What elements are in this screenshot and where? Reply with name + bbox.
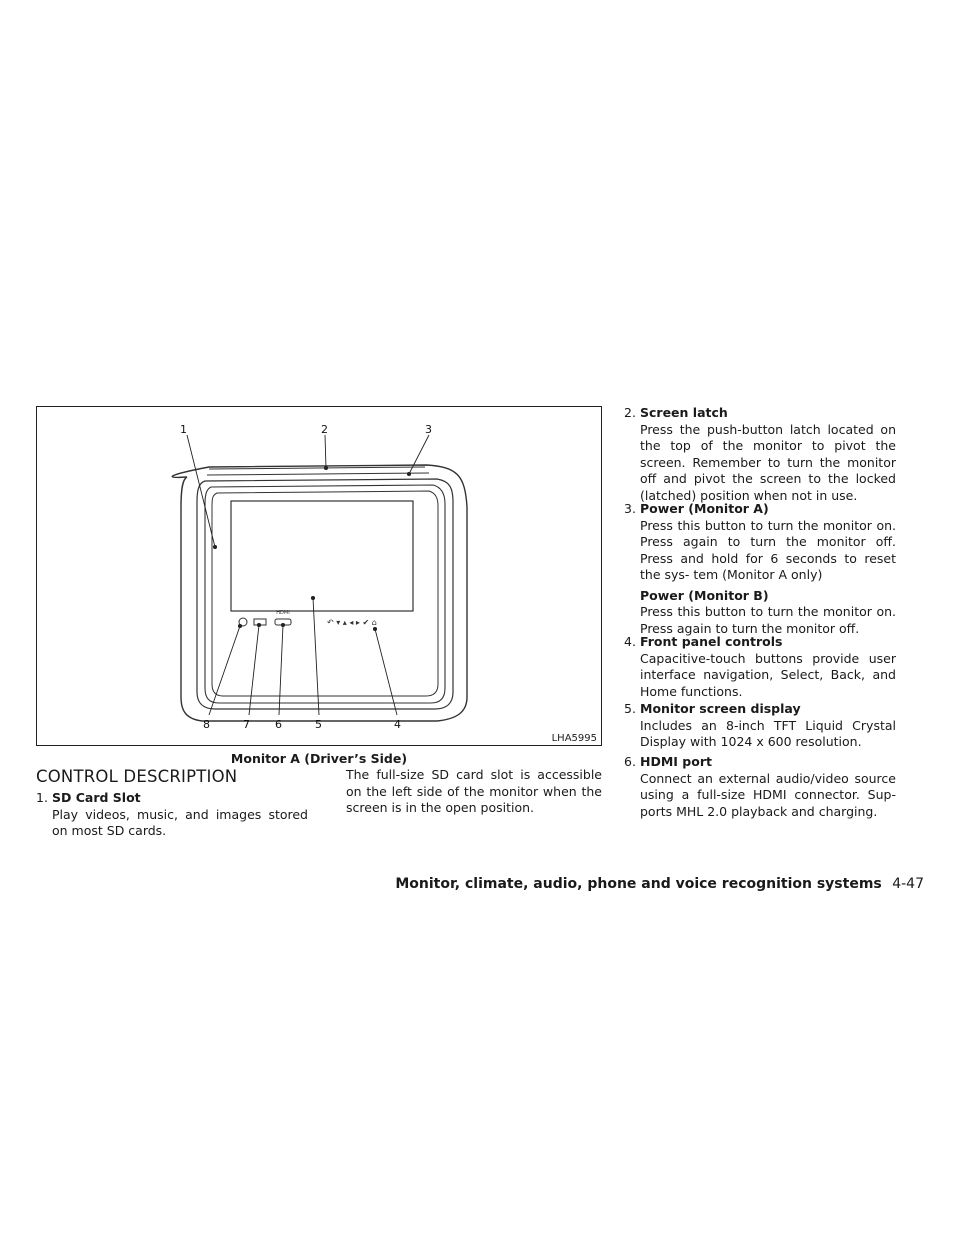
item-number: 4. bbox=[624, 634, 636, 649]
callout-5: 5 bbox=[315, 718, 322, 731]
item-title: Monitor screen display bbox=[640, 701, 801, 716]
list-item-3 bbox=[624, 501, 896, 637]
list-item-4 bbox=[624, 634, 896, 700]
item-title: Power (Monitor A) bbox=[640, 501, 769, 516]
figure-code: LHA5995 bbox=[551, 733, 597, 744]
list-item-2 bbox=[624, 405, 896, 504]
callout-6: 6 bbox=[275, 718, 282, 731]
item-body: Includes an 8-inch TFT Liquid Crystal Display with 1024 x 600 resolution. bbox=[640, 717, 896, 749]
list-item-1 bbox=[36, 790, 308, 840]
sd-card-note: The full-size SD card slot is accessible on the left side of the monitor when the screen is in the open position. bbox=[346, 767, 602, 815]
list-item-6 bbox=[624, 754, 896, 820]
list-item-5 bbox=[624, 701, 896, 751]
item-title: SD Card Slot bbox=[52, 790, 141, 805]
page-footer bbox=[395, 876, 924, 892]
item-title: Screen latch bbox=[640, 405, 728, 420]
hdmi-port-label: HDMI bbox=[276, 610, 290, 616]
callout-2: 2 bbox=[321, 423, 328, 436]
item-body: Play videos, music, and images stored on most SD cards. bbox=[52, 806, 308, 838]
item-body: Connect an external audio/video source using a full-size HDMI connector. Sup- ports MHL 2.0 playback and charging. bbox=[640, 770, 896, 819]
item-title-b: Power (Monitor B) bbox=[640, 587, 769, 603]
callout-7: 7 bbox=[243, 718, 250, 731]
item-body: Capacitive-touch buttons provide user interface navigation, Select, Back, and Home functions. bbox=[640, 650, 896, 699]
callout-8: 8 bbox=[203, 718, 210, 731]
item-body: Press the push-button latch located on the top of the monitor to pivot the screen. Remember to turn the monitor off and pivot the screen to the locked (latched) position when not in use. bbox=[640, 421, 896, 503]
footer-section-name: Monitor, climate, audio, phone and voice recognition systems bbox=[395, 876, 882, 892]
section-heading: CONTROL DESCRIPTION bbox=[36, 767, 238, 786]
item-body-b: Press this button to turn the monitor on. Press again to turn the monitor off. bbox=[640, 604, 896, 636]
page-number: 4-47 bbox=[892, 876, 924, 892]
item-title: HDMI port bbox=[640, 754, 712, 769]
callout-1: 1 bbox=[180, 423, 187, 436]
item-body: Press this button to turn the monitor on. Press again to turn the monitor off. Press and hold for 6 seconds to reset the sys- tem (Monitor A only) bbox=[640, 517, 896, 582]
item-number: 1. bbox=[36, 790, 48, 805]
item-number: 3. bbox=[624, 501, 636, 516]
svg-text:↶ ▾ ▴ ◂ ▸ ✔ ⌂: ↶ ▾ ▴ ◂ ▸ ✔ ⌂ bbox=[327, 618, 377, 627]
callout-4: 4 bbox=[394, 718, 401, 731]
item-number: 2. bbox=[624, 405, 636, 420]
figure-caption: Monitor A (Driver’s Side) bbox=[230, 751, 408, 766]
callout-3: 3 bbox=[425, 423, 432, 436]
item-number: 6. bbox=[624, 754, 636, 769]
monitor-illustration bbox=[37, 407, 603, 747]
item-title: Front panel controls bbox=[640, 634, 783, 649]
monitor-figure bbox=[36, 406, 602, 746]
item-number: 5. bbox=[624, 701, 636, 716]
